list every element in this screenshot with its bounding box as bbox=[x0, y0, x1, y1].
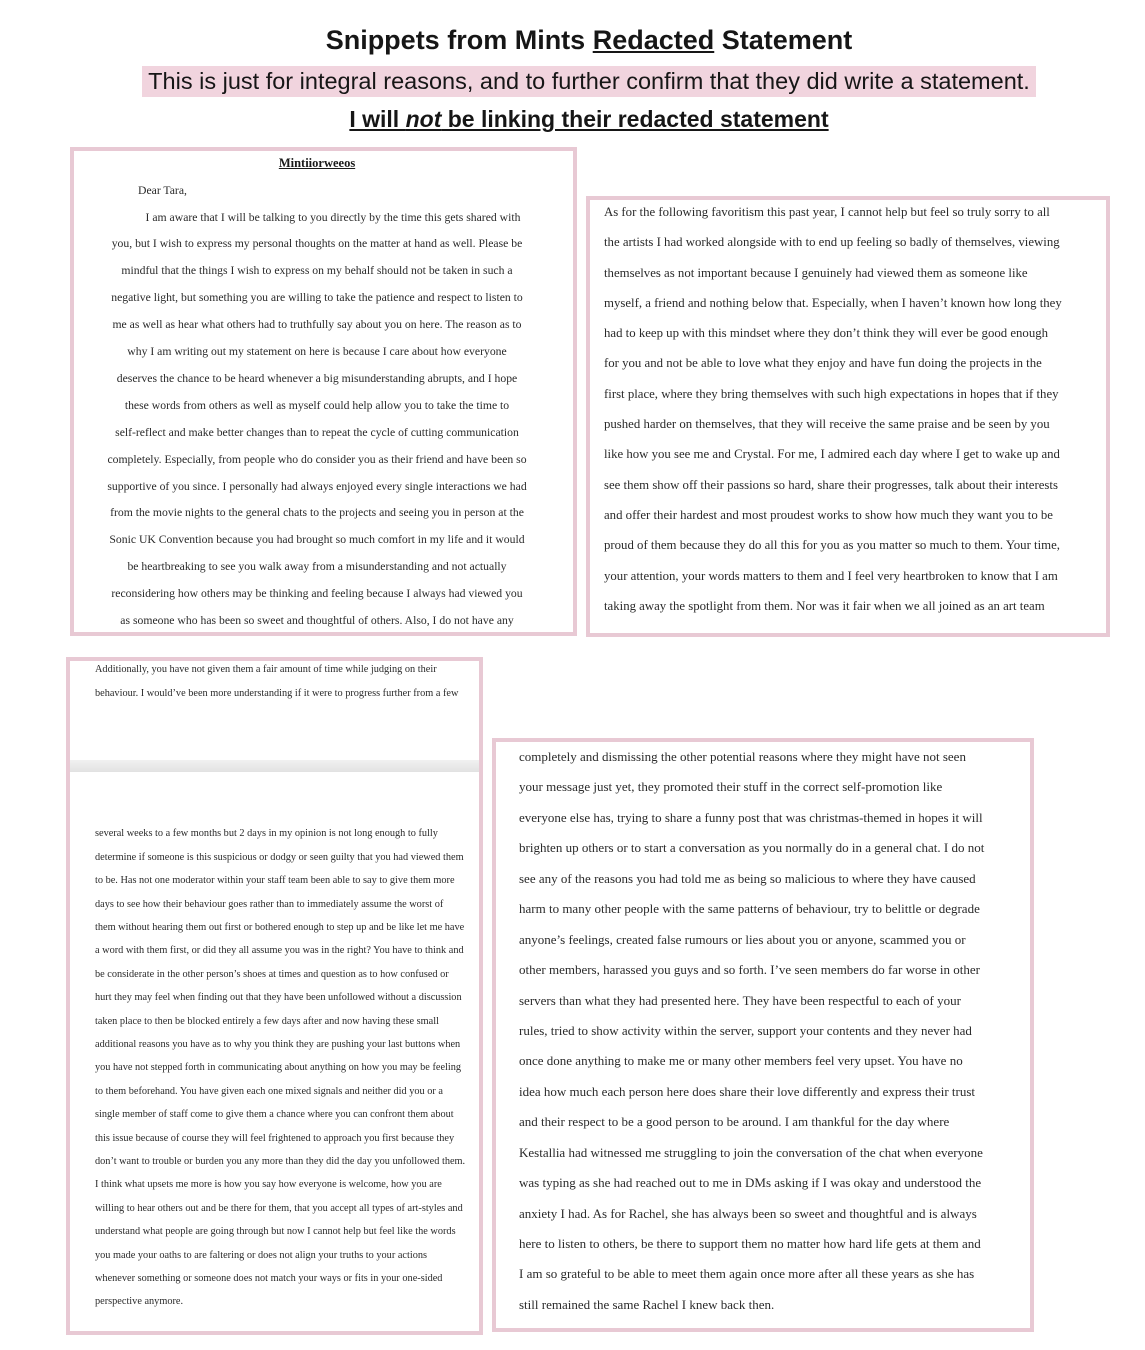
snippet-line: was typing as she had reached out to me in DMs asking if I was okay and understood the bbox=[519, 1175, 982, 1191]
snippet-line: completely and dismissing the other potential reasons where they might have not seen bbox=[519, 749, 966, 764]
snippet-line: still remained the same Rachel I knew back then. bbox=[519, 1296, 775, 1312]
snippet-line: your message just yet, they promoted their stuff in the correct self-promotion like bbox=[519, 779, 943, 795]
snippet-line: myself, a friend and nothing below that. Especially, when I haven’t known how long they bbox=[604, 295, 1062, 310]
snippet-line: Sonic UK Convention because you had brought so much comfort in my life and it would bbox=[109, 533, 525, 547]
snippet-line: I am aware that I will be talking to you directly by the time this gets shared with bbox=[145, 210, 521, 224]
snippet-line: I am so grateful to be able to meet them again once more after all these years as she has bbox=[519, 1266, 975, 1282]
snippet-text-block-bottom bbox=[95, 822, 465, 1314]
snippet-line: you made your oaths to are faltering or does not align your truths to your actions bbox=[95, 1249, 427, 1261]
notice-line bbox=[33, 104, 1145, 134]
snippet-line: be heartbreaking to see you walk away from a misunderstanding and not actually bbox=[127, 560, 507, 574]
snippet-line: harm to many other people with the same patterns of behaviour, try to belittle or degrade bbox=[519, 901, 980, 917]
snippet-line: negative light, but something you are willing to take the patience and respect to listen to bbox=[111, 291, 523, 305]
snippet-line: once done anything to make me or many other members feel very upset. You have no bbox=[519, 1053, 963, 1069]
snippet-line: proud of them because they do all this for you as you matter so much to them. Your time, bbox=[604, 538, 1060, 553]
snippet-line: be considerate in the other person’s shoes at times and question as to how confused or bbox=[95, 968, 449, 980]
snippet-line: taken place to then be blocked entirely a few days after and now having these small bbox=[95, 1015, 439, 1027]
snippet-line: perspective anymore. bbox=[95, 1296, 184, 1308]
snippet-line: had to keep up with this mindset where they don’t think they will ever be good enough bbox=[604, 326, 1049, 341]
snippet-line: why I am writing out my statement on here is because I care about how everyone bbox=[127, 345, 507, 359]
letter-salutation: Dear Tara, bbox=[138, 184, 187, 197]
snippet-line: them without hearing them out first or bothered enough to step up and be like let me have bbox=[95, 921, 465, 933]
snippet-line: determine if someone is this suspicious or dodgy or seen guilty that you had viewed them bbox=[95, 851, 464, 863]
snippet-line: idea how much each person here does share their love differently and express their trust bbox=[519, 1083, 976, 1099]
snippet-line: several weeks to a few months but 2 days in my opinion is not long enough to fully bbox=[95, 828, 438, 840]
snippet-line: don’t want to trouble or burden you any more than they did the day you unfollowed them. bbox=[95, 1155, 466, 1167]
snippet-line: brighten up others or to start a conversation as you normally do in a general chat. I do not bbox=[519, 840, 985, 856]
title-text-start: Snippets from Mints bbox=[325, 25, 593, 55]
snippet-line: me as well as hear what others had to truthfully say about you on here. The reason as to bbox=[112, 318, 522, 332]
snippet-line: the artists I had worked alongside with to end up feeling so badly of themselves, viewing bbox=[604, 235, 1060, 250]
snippet-box-letter-opening bbox=[70, 147, 577, 636]
snippet-line: anyone’s feelings, created false rumours or lies about you or anyone, scammed you or bbox=[519, 931, 966, 947]
snippet-line: days to see how their behaviour goes rather than to immediately assume the worst of bbox=[95, 898, 444, 910]
snippet-line: themselves as not important because I genuinely had viewed them as someone like bbox=[604, 265, 1028, 280]
snippet-line: mindful that the things I wish to express on my behalf should not be taken in such a bbox=[121, 264, 513, 278]
title-redacted-underlined: Redacted bbox=[592, 25, 715, 55]
snippet-line: additional reasons you have as to why you think they are pushing your last buttons when bbox=[95, 1038, 461, 1050]
snippet-line: these words from others as well as myself could help allow you to take the time to bbox=[124, 398, 510, 412]
snippet-line: from the movie nights to the general chats to the projects and seeing you in person at the bbox=[110, 506, 524, 520]
snippet-line: as someone who has been so sweet and thoughtful of others. Also, I do not have any bbox=[120, 614, 514, 628]
snippet-line: to be. Has not one moderator within your staff team been able to say to give them more bbox=[95, 875, 455, 887]
snippet-text-block-top bbox=[95, 658, 458, 706]
snippet-line: first place, where they bring themselves with such high expectations in hopes that if they bbox=[604, 386, 1059, 401]
snippet-line: Kestallia had witnessed me struggling to join the conversation of the chat when everyone bbox=[519, 1144, 983, 1160]
snippet-line: servers than what they had presented here. They have been respectful to each of your bbox=[519, 992, 961, 1008]
notice-emphasis-not: not bbox=[405, 106, 442, 132]
snippet-line: other members, harassed you guys and so forth. I’ve seen members do far worse in other bbox=[519, 962, 981, 978]
snippet-text-block bbox=[74, 205, 560, 636]
page-title bbox=[33, 24, 1145, 56]
page-break-divider bbox=[70, 760, 479, 772]
highlighted-subtitle: This is just for integral reasons, and to further confirm that they did write a statement. bbox=[142, 66, 1036, 97]
snippet-line: here to listen to others, be there to support them no matter how hard life gets at them and bbox=[519, 1236, 981, 1251]
letter-author-heading: Mintiiorweeos bbox=[278, 156, 356, 170]
snippet-line: see any of the reasons you had told me as being so malicious to where they have caused bbox=[519, 870, 976, 886]
snippet-line: willing to hear others out and be there for them, that you accept all types of art-styles and bbox=[95, 1202, 463, 1214]
title-text-end: Statement bbox=[714, 25, 853, 55]
snippet-line: your attention, your words matters to them and I feel very heartbroken to know that I am bbox=[604, 568, 1058, 583]
snippet-line: everyone else has, trying to share a funny post that was christmas-themed in hopes it will bbox=[519, 809, 983, 825]
snippet-line: to them beforehand. You have given each one mixed signals and neither did you or a bbox=[95, 1085, 444, 1097]
snippet-line: completely. Especially, from people who do consider you as their friend and have been so bbox=[107, 452, 527, 466]
snippet-line: behaviour. I would’ve been more understanding if it were to progress further from a few bbox=[95, 688, 459, 699]
snippet-line: deserves the chance to be heard whenever a big misunderstanding abrupts, and I hope bbox=[116, 371, 518, 385]
notice-text-start: I will bbox=[349, 106, 406, 132]
snippet-line: for you and not be able to love what they enjoy and have fun doing the projects in the bbox=[604, 356, 1042, 371]
snippet-line: I think what upsets me more is how you say how everyone is welcome, how you are bbox=[95, 1179, 442, 1191]
snippet-line: taking away the spotlight from them. Nor was it fair when we all joined as an art team bbox=[604, 598, 1045, 613]
notice-text-end: be linking their redacted statement bbox=[441, 106, 829, 132]
snippet-line: Additionally, you have not given them a fair amount of time while judging on their bbox=[95, 664, 437, 675]
snippet-line: whenever something or someone does not match your ways or fits in your one-sided bbox=[95, 1273, 443, 1285]
snippet-line: like how you see me and Crystal. For me, I admired each day where I get to wake up and bbox=[604, 447, 1060, 462]
snippet-line: you, but I wish to express my personal thoughts on the matter at hand as well. Please be bbox=[111, 237, 523, 251]
snippet-line: see them show off their passions so hard, share their progresses, talk about their interests bbox=[604, 477, 1058, 492]
snippet-line: this issue because of course they will feel frightened to approach you first because they bbox=[95, 1132, 455, 1144]
snippet-line: understand what people are going through but now I cannot help but feel like the words bbox=[95, 1226, 456, 1238]
snippet-line: and their respect to be a good person to be around. I am thankful for the day where bbox=[519, 1114, 950, 1130]
snippet-box-server-conduct bbox=[492, 738, 1034, 1332]
snippet-box-favoritism bbox=[586, 196, 1110, 637]
snippet-line: rules, tried to show activity within the server, support your contents and they never had bbox=[519, 1022, 972, 1038]
snippet-line: anxiety I had. As for Rachel, she has always been so sweet and thoughtful and is always bbox=[519, 1205, 977, 1221]
snippet-line: As for the following favoritism this past year, I cannot help but feel so truly sorry to all bbox=[604, 205, 1050, 219]
snippet-line: and offer their hardest and most proudest works to show how much they want you to be bbox=[604, 507, 1053, 522]
snippet-line: you have not stepped forth in communicating about anything on how you may be feeling bbox=[95, 1062, 462, 1074]
snippet-line: pushed harder on themselves, that they will receive the same praise and be seen by you bbox=[604, 417, 1050, 432]
snippet-line: reconsidering how others may be thinking and feeling because I always had viewed you bbox=[111, 587, 523, 601]
snippet-text-block bbox=[604, 197, 1062, 621]
snippet-line: single member of staff come to give them a chance where you can confront them about bbox=[95, 1109, 454, 1121]
snippet-line: supportive of you since. I personally had always enjoyed every single interactions we had bbox=[107, 479, 527, 493]
snippet-line: self-reflect and make better changes than to repeat the cycle of cutting communication bbox=[115, 425, 519, 439]
highlighted-subtitle-row bbox=[33, 66, 1145, 97]
snippet-text-block bbox=[519, 742, 984, 1320]
snippet-line: a word with them first, or did they all assume you was in the right? You have to think and bbox=[95, 945, 464, 957]
snippet-line: hurt they may feel when finding out that they have been unfollowed without a discussion bbox=[95, 992, 462, 1004]
snippet-box-judging-behaviour bbox=[66, 657, 483, 1335]
